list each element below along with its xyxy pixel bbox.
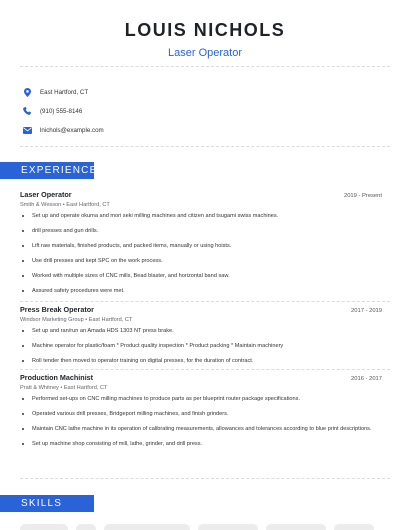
contact-email xyxy=(22,121,104,139)
contact-phone xyxy=(22,102,104,120)
job-title: Laser Operator xyxy=(20,190,72,199)
job-bullet: Assured safety procedures were met. xyxy=(20,287,382,295)
job-bullets xyxy=(20,395,382,448)
candidate-title: Laser Operator xyxy=(168,47,242,59)
job-company: Pratt & Whitney • East Hartford, CT xyxy=(20,385,108,391)
job-company: Smith & Wesson • East Hartford, CT xyxy=(20,202,110,208)
email-icon xyxy=(22,125,32,135)
contact-divider xyxy=(20,146,390,147)
job-title: Production Machinist xyxy=(20,373,94,382)
job-bullet: Set up and ran/run an Amada HDS 1303 NT press brake. xyxy=(20,327,382,335)
job-header xyxy=(20,305,382,314)
section-skills-heading: SKILLS xyxy=(0,495,94,512)
job-bullet: drill presses and gun drills. xyxy=(20,227,382,235)
job-bullet: Machine operator for plastic/foam * Product quality inspection * Product packing * Maintain machinery xyxy=(20,342,382,350)
location-pin-icon xyxy=(22,87,32,97)
contact-location-text: East Hartford, CT xyxy=(40,88,89,96)
job-bullet: Use drill presses and kept SPC on the work process. xyxy=(20,257,382,265)
job-bullet: Worked with multiple sizes of CNC mills, Bead blaster, and horizontal band saw. xyxy=(20,272,382,280)
contact-location xyxy=(22,83,104,101)
job-divider xyxy=(20,369,390,370)
skill-pill xyxy=(20,524,68,530)
skill-pill xyxy=(334,524,374,530)
job-header xyxy=(20,190,382,199)
job-bullet: Maintain CNC lathe machine in its operation of calibrating measurements, allowances and tolerances according to blue print descriptions. xyxy=(20,425,382,433)
contact-list xyxy=(22,83,104,140)
phone-icon xyxy=(22,106,32,116)
contact-phone-text: (910) 555-8146 xyxy=(40,107,83,115)
skill-pill xyxy=(266,524,326,530)
skill-pill xyxy=(76,524,96,530)
job-entry xyxy=(20,190,382,295)
job-bullet: Set up and operate okuma and mori seki milling machines and citizen and tsugami swiss machines. xyxy=(20,212,382,220)
resume-header xyxy=(0,0,410,59)
job-title: Press Break Operator xyxy=(20,305,94,314)
job-bullet: Lift raw materials, finished products, and packed items, manually or using hoists. xyxy=(20,242,382,250)
job-dates: 2019 - Present xyxy=(343,193,382,199)
job-bullet: Operated various drill presses, Bridgeport milling machines, and finish grinders. xyxy=(20,410,382,418)
job-entry xyxy=(20,305,382,365)
job-bullet: Set up machine shop consisting of mill, lathe, grinder, and drill press. xyxy=(20,440,382,448)
job-dates: 2016 - 2017 xyxy=(351,376,382,382)
skill-pill xyxy=(104,524,190,530)
job-company: Windsor Marketing Group • East Hartford, CT xyxy=(20,317,133,323)
job-dates: 2017 - 2019 xyxy=(351,308,382,314)
skill-pill xyxy=(198,524,258,530)
job-bullet: Performed set-ups on CNC milling machines to produce parts as per blueprint router package specifications. xyxy=(20,395,382,403)
job-bullets xyxy=(20,327,382,365)
section-experience-heading: EXPERIENCE xyxy=(0,162,94,179)
job-entry xyxy=(20,373,382,448)
contact-email-text: lnichols@example.com xyxy=(40,126,104,134)
header-divider xyxy=(20,66,390,67)
job-bullets xyxy=(20,212,382,295)
job-bullet: Roll tender then moved to operator training on digital presses, for the duration of contract. xyxy=(20,357,382,365)
job-header xyxy=(20,373,382,382)
skill-list xyxy=(20,524,374,530)
job-divider xyxy=(20,301,390,302)
candidate-name: LOUIS NICHOLS xyxy=(124,20,286,40)
experience-divider xyxy=(20,478,390,479)
